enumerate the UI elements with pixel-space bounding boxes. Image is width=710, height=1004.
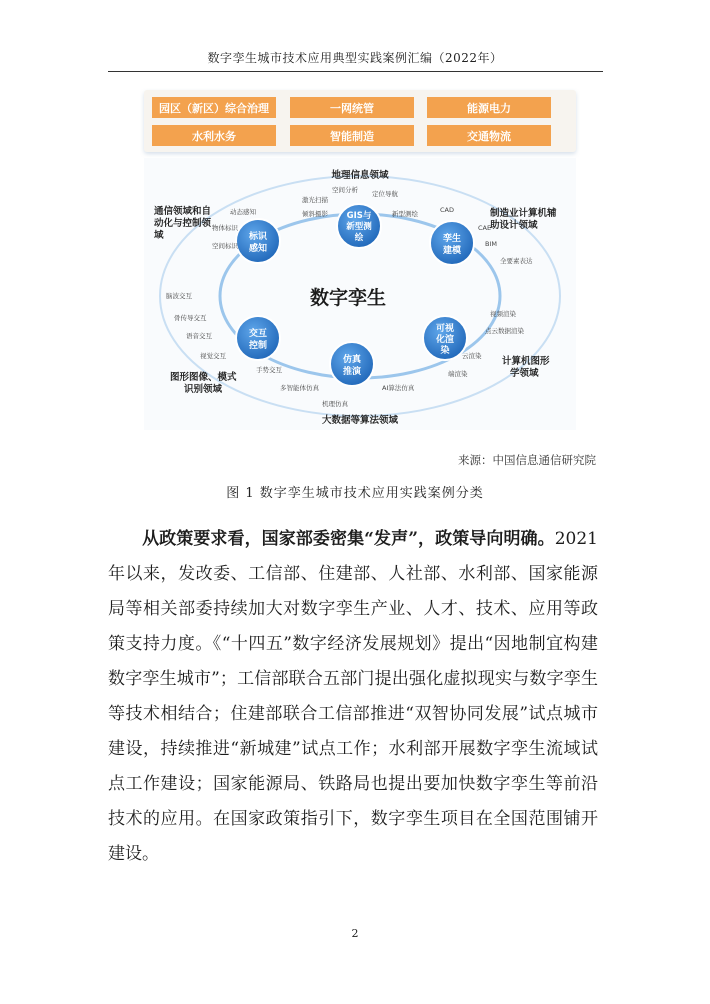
svg-text:仿真: 仿真	[342, 355, 362, 365]
tag-label: 一网统管	[330, 102, 374, 115]
paragraph-text: 2021年以来，发改委、工信部、住建部、人社部、水利部、国家能源局等相关部委持续加大对数字孪生产业、人才、技术、应用等政策支持力度。《“十四五”数字经济发展规划》提出“因地制宜构建数字孪生城市”；工信部联合五部门提出强化虚拟现实与数字孪生等技术相结合；住建部联合工信部推进“双智协同发展”试点城市建设，持续推进“新城建”试点工作；水利部开展数字孪生流域试点工作建设；国家能源局、铁路局也提出要加快数字孪生等前沿技术的应用。在国家政策指引下，数字孪生项目在全国范围铺开建设。	[108, 529, 598, 864]
keyword: BIM	[485, 240, 497, 248]
figure-source-note: 来源：中国信息通信研究院	[458, 453, 596, 467]
svg-text:学领域: 学领域	[510, 368, 539, 379]
header-divider	[108, 71, 603, 72]
keyword: 骨传导交互	[174, 314, 207, 322]
domain-label-bigdata: 大数据等算法领域	[321, 415, 399, 426]
svg-text:感知: 感知	[248, 244, 268, 254]
svg-text:化渲: 化渲	[435, 335, 455, 345]
svg-text:计算机图形: 计算机图形	[502, 356, 550, 367]
node-twin-modeling	[430, 221, 474, 265]
keyword: 视频渲染	[490, 310, 516, 318]
keyword: 动态感知	[230, 208, 256, 216]
svg-text:通信领域和自: 通信领域和自	[154, 206, 212, 217]
page-number: 2	[351, 927, 359, 940]
domain-label-geo: 地理信息领域	[331, 170, 389, 181]
keyword: 机理仿真	[322, 400, 348, 408]
keyword: 新型测绘	[392, 210, 418, 218]
center-label: 数字孪生	[309, 287, 387, 309]
keyword: 倾斜摄影	[302, 210, 328, 218]
keyword: 定位导航	[372, 190, 398, 198]
svg-text:标识: 标识	[248, 232, 268, 242]
keyword: 点云数据渲染	[485, 327, 524, 335]
body-paragraph	[108, 522, 598, 872]
node-simulation	[330, 342, 374, 386]
svg-text:动化与控制领: 动化与控制领	[154, 218, 212, 229]
tag-label: 能源电力	[467, 102, 511, 115]
node-interaction	[236, 316, 280, 360]
figure-caption: 图 1 数字孪生城市技术应用实践案例分类	[226, 486, 484, 501]
svg-text:孪生: 孪生	[442, 234, 462, 244]
keyword: 端渲染	[448, 370, 468, 378]
svg-text:助设计领域: 助设计领域	[490, 220, 538, 231]
figure-diagram	[140, 88, 580, 433]
svg-text:染: 染	[440, 346, 450, 356]
svg-text:绘: 绘	[354, 233, 364, 243]
keyword: 脑波交互	[166, 292, 192, 300]
tag-label: 智能制造	[330, 130, 374, 143]
node-perception	[236, 219, 280, 263]
tag-row-1	[152, 97, 551, 118]
svg-text:可视: 可视	[435, 324, 455, 334]
keyword: 空间标识	[212, 242, 238, 250]
keyword: 视觉交互	[200, 352, 226, 360]
keyword: 云渲染	[462, 352, 482, 360]
keyword: 手势交互	[256, 366, 282, 374]
tag-row-2	[152, 125, 551, 146]
tag-label: 交通物流	[467, 130, 511, 143]
node-visual-rendering	[423, 316, 467, 360]
classification-figure	[140, 88, 580, 433]
keyword: 物体标识	[212, 224, 238, 232]
svg-text:图形图像、模式: 图形图像、模式	[170, 372, 237, 383]
svg-text:控制: 控制	[248, 341, 268, 351]
svg-text:交互: 交互	[248, 329, 268, 339]
keyword: 激光扫描	[302, 196, 328, 204]
keyword: 全要素表达	[500, 257, 533, 265]
keyword: 多智能体仿真	[280, 384, 319, 392]
paragraph-lead-sentence: 从政策要求看，国家部委密集“发声”，政策导向明确。	[142, 529, 555, 549]
svg-text:建模: 建模	[442, 246, 462, 256]
svg-text:识别领域: 识别领域	[184, 384, 223, 395]
keyword: AI算法仿真	[382, 384, 415, 392]
node-gis	[337, 204, 381, 248]
keyword: 语音交互	[186, 332, 212, 340]
svg-text:推演: 推演	[342, 367, 362, 377]
svg-text:GIS与: GIS与	[346, 211, 372, 221]
page-header-title: 数字孪生城市技术应用典型实践案例汇编（2022年）	[207, 51, 503, 65]
keyword: CAD	[440, 206, 454, 214]
tag-label: 园区（新区）综合治理	[159, 102, 269, 115]
keyword: CAE	[478, 224, 492, 232]
tag-label: 水利水务	[192, 130, 236, 143]
svg-text:制造业计算机辅: 制造业计算机辅	[490, 208, 557, 219]
svg-text:域: 域	[154, 230, 164, 241]
keyword: 空间分析	[332, 186, 358, 194]
svg-text:新型测: 新型测	[346, 222, 372, 232]
